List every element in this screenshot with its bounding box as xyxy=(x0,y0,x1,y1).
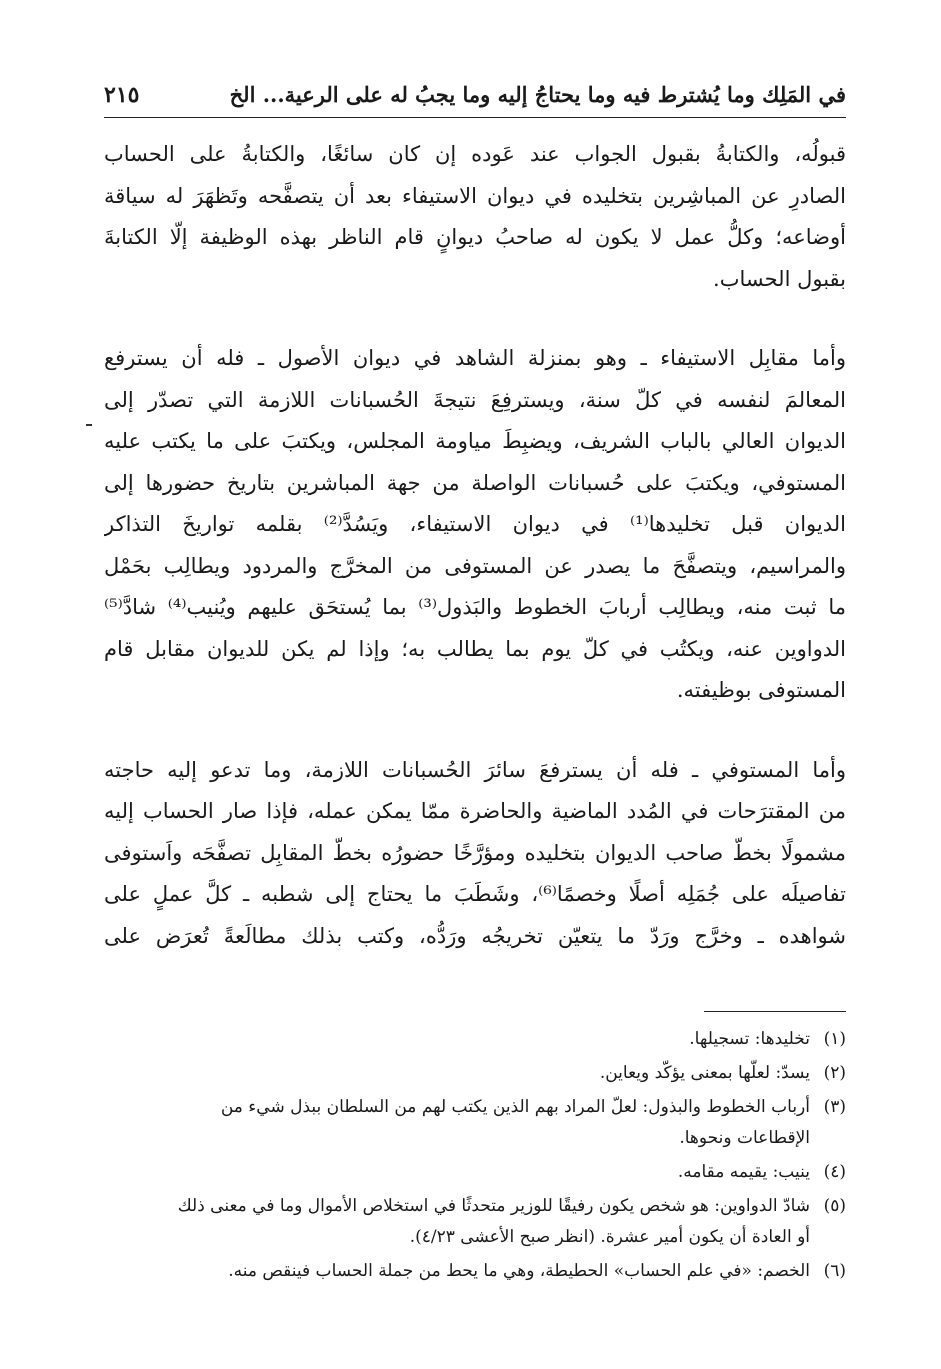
footnote-text: أرباب الخطوط والبذول: لعلّ المراد بهم الذين يكتب لهم من السلطان ببذل شيء من xyxy=(220,1097,810,1117)
chapter-title: في المَلِك وما يُشترط فيه وما يحتاجُ إليه وما يجبُ له على الرعية... الخ xyxy=(229,82,846,107)
paragraph xyxy=(104,750,846,958)
footnote-text: شادّ الدواوين: هو شخص يكون رفيقًا للوزير متحدثًا في استخلاص الأموال وما في معنى ذلك xyxy=(177,1196,810,1216)
text-line: وأما المستوفي ـ فله أن يسترفعَ سائرَ الحُسبانات اللازمة، وما تدعو إليه حاجته xyxy=(104,757,846,782)
text-line: المعالمَ لنفسه في كلّ سنة، ويسترفِعَ نتيجةَ الحُسبانات اللازمة التي تصدّر إلى xyxy=(104,387,846,412)
footnote xyxy=(104,1191,846,1253)
text-line: قبولُه، والكتابةُ بقبول الجواب عند عَوده إن كان سائغًا، والكتابةُ على الحساب xyxy=(104,142,846,166)
margin-mark xyxy=(86,424,92,426)
text-line: تفاصيلَه على جُمَلِه أصلًا وخصمًا⁽⁶⁾، وشَطَبَ ما يحتاج إلى شطبه ـ كلَّ عملٍ على xyxy=(104,882,846,906)
text-line: ما ثبت منه، ويطالِب أربابَ الخطوط والبَذول⁽³⁾ بما يُستحَق عليهم ويُنيب⁽⁴⁾ شادَّ⁽⁵⁾ xyxy=(104,595,846,619)
footnote xyxy=(104,1157,846,1188)
text-line: المستوفى بوظيفته. xyxy=(676,678,846,702)
text-line: وأما مقابِل الاستيفاء ـ وهو بمنزلة الشاهد في ديوان الأصول ـ فله أن يسترفع xyxy=(104,346,846,370)
text-line: شواهده ـ وخرَّج ورَدّ ما يتعيّن تخريجُه ورَدُّه، وكتب بذلك مطالَعةً تُعرَض على xyxy=(104,923,846,948)
paragraph xyxy=(104,134,846,300)
footnote-text: الخصم: «في علم الحساب» الحطيطة، وهي ما يحط من جملة الحساب فينقص منه. xyxy=(228,1261,810,1281)
footnote-number: (٢) xyxy=(823,1063,846,1083)
footnote-number: (٤) xyxy=(823,1162,846,1182)
text-line: الصادرِ عن المباشِرين بتخليده في ديوان الاستيفاء بعد أن يتصفَّحه وتَظهَرَ له سياقة xyxy=(104,183,846,208)
footnote-number: (٦) xyxy=(823,1261,846,1281)
footnote xyxy=(104,1256,846,1287)
text-line: مشمولًا بخطّ صاحب الديوان بتخليده ومؤرَّخًا حضورُه بخطّ المقابِل تصفَّحَه واَستوفى xyxy=(104,840,846,865)
header-divider xyxy=(104,117,846,118)
text-line: الدواوين عنه، ويكتُب في كلّ يوم بما يطالب به؛ وإذا لم يكن للديوان مقابل قام xyxy=(104,636,846,661)
footnote xyxy=(104,1024,846,1055)
main-text xyxy=(104,134,846,995)
footnote-text: ينيب: يقيمه مقامه. xyxy=(677,1162,810,1182)
footnote xyxy=(104,1058,846,1089)
footnote-number: (٥) xyxy=(823,1196,846,1216)
footnote-text: يسدّ: لعلّها بمعنى يؤكّد ويعاين. xyxy=(599,1063,810,1083)
text-line: الديوان العالي بالباب الشريف، ويضبِطَ مياومة المجلس، ويكتبَ على ما يكتب عليه xyxy=(104,429,846,453)
running-header xyxy=(104,78,846,118)
footnote-number: (١) xyxy=(823,1029,846,1049)
text-line: والمراسيم، ويتصفَّحَ ما يصدر عن المستوفى من المخرَّج والمردود ويطالِب بحَمْل xyxy=(104,553,846,578)
footnote-text: أو العادة أن يكون أمير عشرة. (انظر صبح الأعشى ٤/٢٣). xyxy=(409,1227,810,1247)
footnote xyxy=(104,1092,846,1154)
footnotes xyxy=(104,1024,846,1290)
text-line: من المقترَحات في المُدد الماضية والحاضرة ممّا يمكن عمله، فإذا صار الحساب إليه xyxy=(104,799,846,823)
footnote-divider xyxy=(704,1011,846,1012)
text-line: المستوفي، ويكتبَ على حُسبانات الواصلة من جهة المباشرين بتاريخ حضورها إلى xyxy=(104,470,846,495)
page-number: ٢١٥ xyxy=(104,82,140,108)
footnote-text: تخليدها: تسجيلها. xyxy=(689,1029,810,1049)
text-line: بقبول الحساب. xyxy=(713,266,846,291)
text-line: أوضاعه؛ وكلُّ عمل لا يكون له صاحبُ ديوانٍ قام الناظر بهذه الوظيفة إلّا الكتابةَ xyxy=(104,225,846,249)
footnote-text: الإقطاعات ونحوها. xyxy=(679,1128,810,1148)
paragraph xyxy=(104,338,846,712)
text-line: الديوان قبل تخليدها⁽¹⁾ في ديوان الاستيفاء، ويَسُدَّ⁽²⁾ بقلمه تواريخَ التذاكر xyxy=(104,512,846,536)
footnote-number: (٣) xyxy=(823,1097,846,1117)
